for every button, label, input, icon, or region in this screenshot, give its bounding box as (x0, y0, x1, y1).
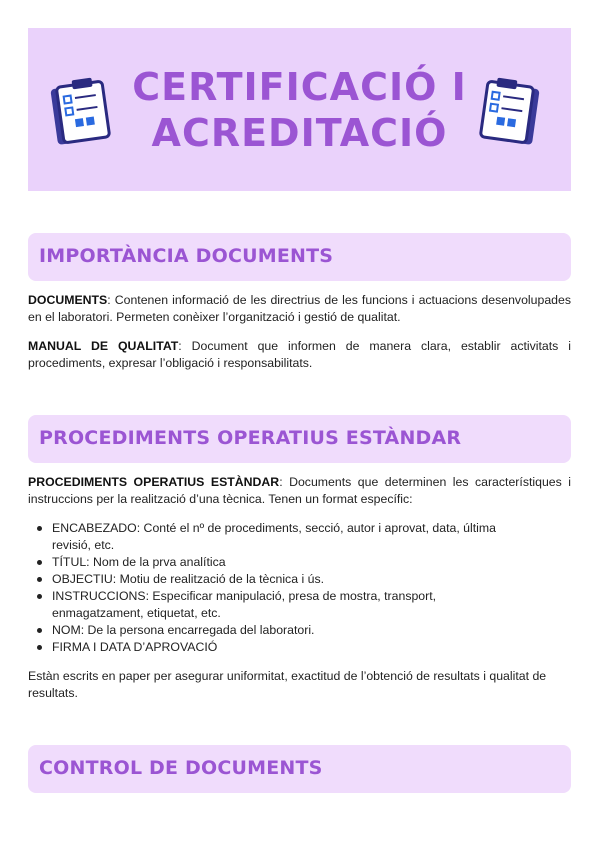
term-procediments: PROCEDIMENTS OPERATIUS ESTÀNDAR (28, 475, 280, 489)
term-documents: DOCUMENTS (28, 293, 108, 307)
paragraph-procediments (28, 474, 571, 508)
section-heading-label: IMPORTÀNCIA DOCUMENTS (39, 245, 334, 267)
definition-manual-qualitat: : Document que informen de manera clara, establir activitats i procediments, expresar l’obligació i responsabilitats. (28, 339, 571, 370)
clipboard-icon (478, 76, 540, 151)
title-line-2: ACREDITACIÓ (151, 111, 448, 155)
term-manual-qualitat: MANUAL DE QUALITAT (28, 339, 179, 353)
section-heading-label: CONTROL DE DOCUMENTS (39, 757, 323, 779)
paragraph-manual-qualitat (28, 338, 571, 372)
paragraph-documents (28, 292, 571, 326)
paragraph-closing: Estàn escrits en paper per asegurar uniformitat, exactitud de l’obtenció de resultats i qualitat de resultats. (28, 669, 547, 700)
section-heading-procediments (28, 415, 571, 463)
list-item: FIRMA I DATA D’APROVACIÓ (28, 639, 508, 656)
section-heading-control (28, 745, 571, 793)
format-list (28, 520, 508, 656)
section-heading-importancia (28, 233, 571, 281)
list-item: INSTRUCCIONS: Especificar manipulació, presa de mostra, transport, enmagatzament, etiquetat, etc. (28, 588, 508, 622)
definition-procediments: : Documents que determinen les característiques i instruccions per la realització d’una tècnica. Tenen un format específic: (28, 475, 571, 506)
definition-documents: : Contenen informació de les directrius de les funcions i actuacions desenvolupades en el laboratori. Permeten conèixer l’organització i gestió de qualitat. (28, 293, 571, 324)
title-banner (28, 28, 571, 191)
list-item: NOM: De la persona encarregada del laboratori. (28, 622, 508, 639)
list-item: TÍTUL: Nom de la prva analítica (28, 554, 508, 571)
title-line-1: CERTIFICACIÓ I (132, 65, 467, 109)
list-item: OBJECTIU: Motiu de realització de la tècnica i ús. (28, 571, 508, 588)
section-heading-label: PROCEDIMENTS OPERATIUS ESTÀNDAR (39, 427, 462, 449)
list-item: ENCABEZADO: Conté el nº de procediments, secció, autor i aprovat, data, última revisió, etc. (28, 520, 508, 554)
